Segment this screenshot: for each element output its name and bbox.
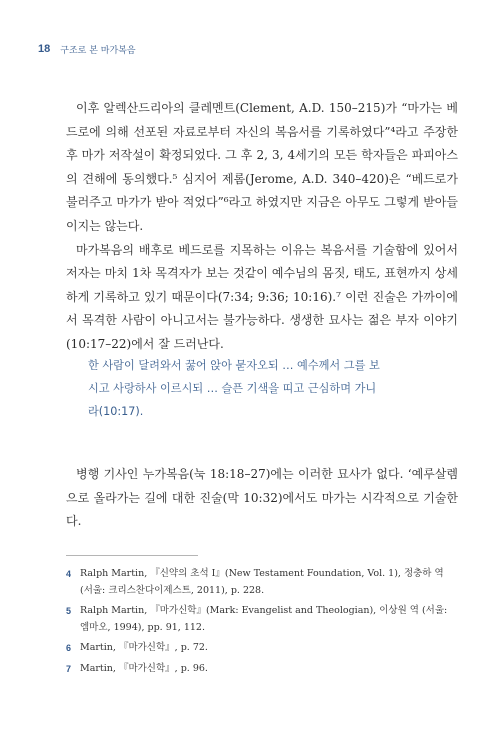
scripture-quote: 한 사람이 달려와서 꿇어 앉아 묻자오되 … 예수께서 그를 보시고 사랑하사 이르시되 … 슬픈 기색을 띠고 근심하며 가니라(10:17). xyxy=(88,359,380,418)
footnote-text: Martin, 『마가신학』, p. 72. xyxy=(80,642,208,653)
footnote-number: 4 xyxy=(66,569,72,579)
footnote-number: 5 xyxy=(66,606,72,616)
footnote-number: 6 xyxy=(66,643,72,653)
footnote-number: 7 xyxy=(66,663,72,674)
paragraph-1: 이후 알렉산드리아의 클레멘트(Clement, A.D. 150–215)가 “마가는 베드로에 의해 선포된 자료로부터 자신의 복음서를 기록하였다”⁴라고 주장한 후 마가 저작설이 확정되었다. 그 후 2, 3, 4세기의 모든 학자들은 파피아스의 견해에 동의했다.⁵ 심지어 제롬(Jerome, A.D. 340–420)은 “베드로가 불러주고 마가가 받아 적었다”⁶라고 하였지만 지금은 아무도 그렇게 받아들이지는 않는다. xyxy=(66,101,458,233)
page-header xyxy=(38,39,136,59)
footnote-text: Ralph Martin, 『마가신학』(Mark: Evangelist and Theologian), 이상원 역 (서울: 엠마오, 1994), pp. 91, 112. xyxy=(80,605,448,633)
page-number: 18 xyxy=(38,43,51,55)
main-body xyxy=(66,97,458,357)
after-quote-body xyxy=(66,463,458,534)
footnote-divider xyxy=(66,555,198,556)
footnote-item xyxy=(66,566,458,599)
footnote-item xyxy=(66,640,458,657)
footnote-text: Ralph Martin, 『신약의 초석 I』(New Testament Foundation, Vol. 1), 정충하 역 (서울: 크리스찬다이제스트, 2011), p. 228. xyxy=(80,568,444,596)
running-title: 구조로 본 마가복음 xyxy=(60,45,136,56)
paragraph-3: 병행 기사인 누가복음(눅 18:18–27)에는 이러한 묘사가 없다. ‘예루살렘으로 올라가는 길에 대한 진술(막 10:32)에서도 마가는 시각적으로 기술한다. xyxy=(66,467,458,529)
footnote-item xyxy=(66,661,458,678)
footnote-text: Martin, 『마가신학』, p. 96. xyxy=(80,662,208,674)
footnote-item xyxy=(66,603,458,636)
footnotes xyxy=(66,566,458,681)
paragraph-2: 마가복음의 배후로 베드로를 지목하는 이유는 복음서를 기술함에 있어서 저자는 마치 1차 목격자가 보는 것같이 예수님의 몸짓, 태도, 표현까지 상세하게 기록하고 있기 때문이다(7:34; 9:36; 10:16).⁷ 이런 진술은 가까이에서 목격한 사람이 아니고서는 불가능하다. 생생한 묘사는 젊은 부자 이야기(10:17–22)에서 잘 드러난다. xyxy=(66,242,458,351)
